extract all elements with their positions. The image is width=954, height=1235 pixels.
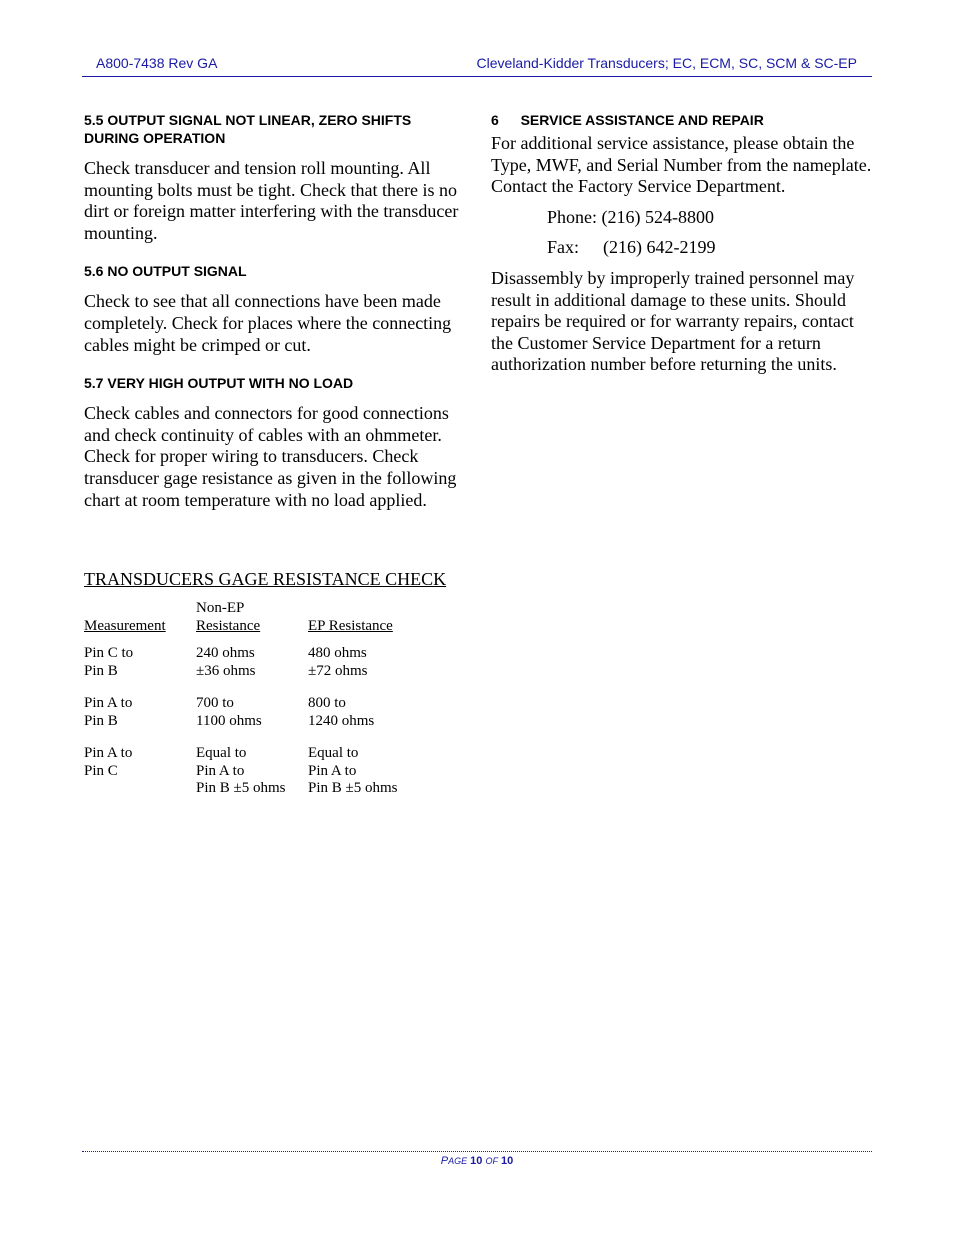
phone-label: Phone: (547, 206, 598, 227)
fax-line (491, 237, 876, 259)
page-word (441, 1156, 467, 1166)
page-word-initial: P (440, 1155, 449, 1167)
row-ep-line2: 1240 ohms (308, 713, 375, 729)
section-5-5-heading (84, 111, 464, 147)
section-5-6-body: Check to see that all connections have been made completely. Check for places where the connecting cables might be crimped or cut. (84, 291, 452, 355)
footer-rule (82, 1151, 872, 1152)
phone-line (491, 207, 876, 229)
row-nonep-line1: 700 to (196, 695, 234, 711)
section-title: NO OUTPUT SIGNAL (107, 263, 247, 280)
row-nonep-line2: Pin A to (196, 763, 245, 779)
row-ep-line1: 800 to (308, 695, 346, 711)
row-measurement-line2: Pin B (84, 663, 118, 679)
page-number: 10 (470, 1155, 483, 1167)
header-ep-resistance: EP Resistance (308, 618, 393, 634)
row-ep-line2: ±72 ohms (308, 663, 368, 679)
row-nonep-line1: 240 ohms (196, 645, 255, 661)
row-ep-line1: Equal to (308, 745, 359, 761)
section-title: VERY HIGH OUTPUT WITH NO LOAD (107, 375, 354, 392)
section-title: OUTPUT SIGNAL NOT LINEAR, ZERO SHIFTS DURING OPERATION (84, 112, 412, 146)
section-5-6-heading (84, 262, 464, 280)
section-5-5-body: Check transducer and tension roll mounting. All mounting bolts must be tight. Check that there is no dirt or foreign matter interfering with the transducer mounting. (84, 158, 459, 243)
page-word-rest: AGE (448, 1156, 468, 1166)
row-ep-line2: Pin A to (308, 763, 357, 779)
section-5-7-body: Check cables and connectors for good connections and check continuity of cables with an ohmmeter. Check for proper wiring to transducers. Check transducer gage resistance as given in the following chart at room temperature with no load applied. (84, 403, 457, 510)
phone-number: (216) 524-8800 (601, 206, 714, 227)
row-ep-line3: Pin B ±5 ohms (308, 780, 398, 796)
section-number: 6 (491, 112, 499, 128)
row-nonep-line2: 1100 ohms (196, 713, 262, 729)
row-measurement-line1: Pin A to (84, 695, 133, 711)
page-footer (0, 1155, 954, 1167)
row-measurement-line2: Pin C (84, 763, 118, 779)
section-number: 5.5 (84, 112, 104, 128)
row-measurement-line1: Pin A to (84, 745, 133, 761)
row-nonep-line1: Equal to (196, 745, 247, 761)
header-title: Cleveland-Kidder Transducers; EC, ECM, SC, SCM & SC-EP (476, 55, 857, 71)
fax-number: (216) 642-2199 (603, 237, 716, 258)
section-6-body-1: For additional service assistance, please obtain the Type, MWF, and Serial Number from the nameplate. Contact the Factory Service Department. (491, 133, 872, 197)
section-6-body-2: Disassembly by improperly trained personnel may result in additional damage to these units. Should repairs be required or for warranty repairs, contact the Customer Service Department for a return authorization number before returning the units. (491, 267, 855, 375)
section-title: SERVICE ASSISTANCE AND REPAIR (520, 112, 764, 128)
table-title: TRANSDUCERS GAGE RESISTANCE CHECK (84, 569, 447, 589)
header-doc-id: A800-7438 Rev GA (96, 55, 218, 71)
section-5-7-heading (84, 374, 464, 392)
left-column (84, 111, 464, 511)
header-measurement: Measurement (84, 618, 166, 634)
row-nonep-line3: Pin B ±5 ohms (196, 780, 286, 796)
right-column (491, 111, 876, 376)
fax-label: Fax: (547, 237, 580, 258)
row-measurement-line1: Pin C to (84, 645, 134, 661)
section-6-heading (491, 111, 876, 129)
header-rule (82, 76, 872, 77)
page-total: 10 (501, 1155, 514, 1167)
header-nonep-resistance: Resistance (196, 618, 261, 634)
header-nonep-top: Non-EP (196, 600, 245, 616)
row-nonep-line2: ±36 ohms (196, 663, 256, 679)
section-number: 5.7 (84, 375, 104, 392)
of-word: OF (485, 1156, 498, 1166)
section-number: 5.6 (84, 263, 104, 280)
row-measurement-line2: Pin B (84, 713, 118, 729)
row-ep-line1: 480 ohms (308, 645, 367, 661)
